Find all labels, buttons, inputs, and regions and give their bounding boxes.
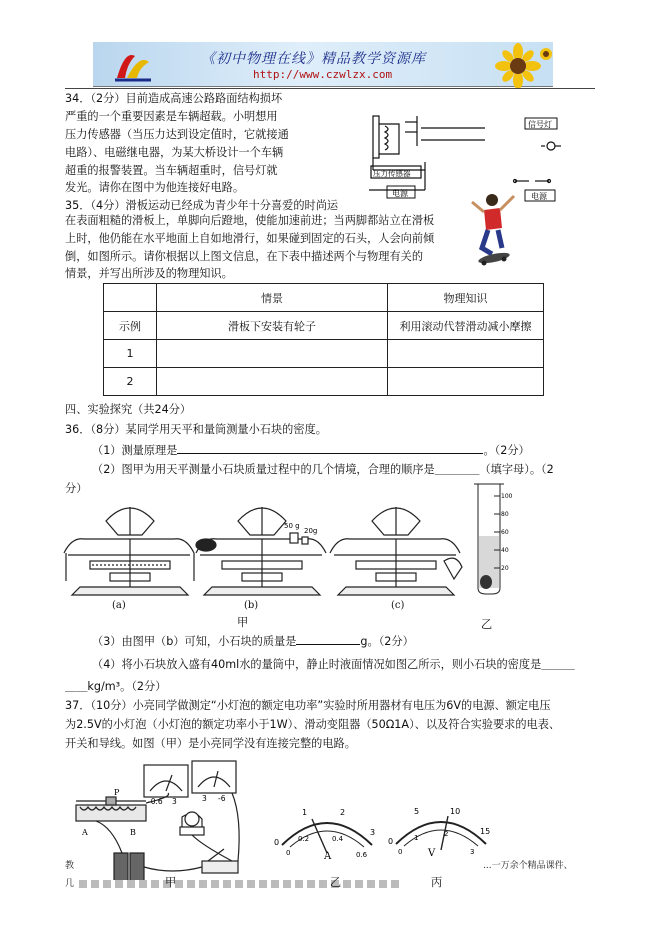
q35-line-3: 上时，他仍能在水平地面上自如地滑行，如果碰到固定的石头，人会向前倾 (65, 232, 435, 245)
power-label-2: 电源 (531, 192, 547, 201)
ammeter-tick: 3 (370, 828, 376, 837)
q34-line-1: 34．（2分）目前造成高速公路路面结构损坏 (65, 92, 283, 105)
q37-line-2: 为2.5V的小灯泡（小灯泡的额定功率小于1W）、滑动变阻器（50Ω1A）、以及符合实验要求的电表、 (65, 718, 561, 731)
voltmeter-terminal-label-2: -6 (218, 794, 226, 803)
q37-line-3: 开关和导线。如图（甲）是小亮同学没有连接完整的电路。 (65, 737, 356, 750)
voltmeter-tick: 10 (450, 807, 461, 816)
ammeter-tick: 0 (274, 838, 280, 847)
ammeter-unit: A (324, 851, 332, 862)
q37-line-1: 37．（10分）小亮同学做测定“小灯泡的额定电功率”实验时所用器材有电压为6V的电源、额定电压 (65, 699, 551, 712)
q36-part1-text: （1）测量原理是 (92, 444, 178, 457)
q35-line-5: 情景，并写出所涉及的物理知识。 (65, 267, 233, 280)
header-banner (93, 42, 553, 87)
cyl-tick: 40 (501, 547, 509, 554)
table-cell: 滑板下安装有轮子 (157, 312, 388, 340)
banner-title: 《初中物理在线》精品教学资源库 (201, 51, 426, 67)
footer-left-1: 教 (65, 861, 75, 871)
table-cell-answer[interactable] (388, 340, 544, 368)
q35-line-2: 在表面粗糙的滑板上，单脚向后蹬地，使能加速前进；当两脚都站立在滑板 (65, 214, 435, 227)
circuit-label-p: P (114, 788, 120, 797)
circuit-label-a: A (82, 828, 88, 837)
sunflower-icon (488, 42, 553, 86)
stone-icon (480, 575, 492, 589)
cyl-tick: 80 (501, 511, 509, 518)
table-cell-answer[interactable] (157, 368, 388, 396)
q35-table (103, 283, 544, 396)
footer-left-2: 几 (65, 879, 75, 889)
q36-part1-end: 。（2分） (483, 444, 530, 457)
banner-url[interactable]: http://www.czwlzx.com (253, 68, 393, 81)
table-row (104, 312, 544, 340)
power-label-1: 电源 (392, 189, 408, 198)
voltmeter-inner-tick: 2 (444, 830, 449, 838)
fig-label-a: (a) (112, 600, 126, 611)
fig-label-c: (c) (391, 600, 405, 611)
voltmeter-terminal-label: 3 (202, 794, 207, 803)
table-cell: 利用滚动代替滑动减小摩擦 (388, 312, 544, 340)
q34-line-2: 严重的一个重要因素是车辆超载。小明想用 (65, 110, 278, 123)
voltmeter-tick: 5 (414, 807, 420, 816)
ammeter-label-yi: 乙 (330, 876, 342, 889)
q36-part4: （4）将小石块放入盛有40ml水的量筒中，静止时液面情况如图乙所示，则小石块的密度是＿＿＿ (92, 658, 575, 671)
circuit-label-jia: 甲 (165, 876, 177, 889)
ammeter-inner-tick: 0.6 (356, 851, 368, 859)
q34-line-3: 压力传感器（当压力达到设定值时，它就接通 (65, 128, 289, 141)
voltmeter-inner-tick: 1 (414, 834, 419, 842)
voltmeter-unit: V (428, 848, 436, 859)
weight-50g: 50 g (284, 522, 300, 530)
fig-label-yi: 乙 (481, 618, 493, 631)
ammeter-inner-tick: 0.2 (298, 835, 310, 843)
answer-blank[interactable] (296, 632, 360, 645)
voltmeter-tick: 15 (480, 827, 491, 836)
voltmeter-tick: 0 (388, 837, 394, 846)
balance-figures (62, 495, 462, 600)
voltmeter-figure (386, 800, 496, 860)
q34-line-4: 电路）、电磁继电器，为某大桥设计一个车辆 (65, 146, 284, 159)
circuit-label-b: B (130, 828, 136, 837)
ammeter-inner-tick: 0.4 (332, 835, 344, 843)
voltmeter-inner-tick: 0 (398, 848, 403, 856)
q36-part4-cont: ＿＿kg/m³。（2分） (65, 680, 167, 693)
graduated-cylinder-figure (470, 478, 513, 600)
q35-line-1: 35．（4分）滑板运动已经成为青少年十分喜爱的时尚运 (65, 199, 339, 212)
weight-20g: 20g (304, 527, 318, 535)
q35-line-4: 倒，如图所示。请你根据以上图文信息，在下表中描述两个与物理有关的 (65, 250, 424, 263)
footer-right: ...一万余个精品课件、 (483, 861, 573, 871)
hand-icon (444, 558, 462, 579)
section-heading: 四、实验探究（共24分） (65, 403, 192, 416)
footer-obscured (79, 880, 399, 888)
table-header-cell (104, 284, 157, 312)
table-cell-answer[interactable] (157, 340, 388, 368)
signal-light-label: 信号灯 (528, 120, 552, 129)
q36-part3-text: （3）由图甲（b）可知，小石块的质量是 (92, 635, 297, 648)
ammeter-inner-tick: 0 (286, 849, 291, 857)
fig-label-jia: 甲 (237, 616, 249, 629)
q36-part2-cont: 分） (65, 482, 88, 495)
table-row (104, 284, 544, 312)
q36-part2: （2）图甲为用天平测量小石块质量过程中的几个情境，合理的顺序是＿＿＿＿（填字母）。（2 (92, 463, 554, 476)
logo-icon (113, 46, 153, 82)
answer-blank[interactable] (177, 441, 483, 454)
cyl-tick: 20 (501, 565, 509, 572)
cyl-tick: 60 (501, 529, 509, 536)
q36-part1 (92, 441, 530, 460)
table-row (104, 340, 544, 368)
table-cell-answer[interactable] (388, 368, 544, 396)
voltmeter-label-bing: 丙 (431, 876, 443, 889)
q36-part3 (92, 632, 414, 651)
ammeter-terminal-label-2: 3 (172, 797, 177, 806)
skateboarder-figure (470, 190, 520, 270)
table-cell: 2 (104, 368, 157, 396)
q36-part3-end: g。（2分） (360, 635, 414, 648)
table-header-cell: 物理知识 (388, 284, 544, 312)
table-header-cell: 情景 (157, 284, 388, 312)
q34-line-6: 发光。请你在图中为他连接好电路。 (65, 181, 245, 194)
fig-label-b: (b) (244, 600, 259, 611)
table-cell: 示例 (104, 312, 157, 340)
header-rule (65, 88, 595, 89)
stone-icon (196, 539, 216, 551)
ammeter-terminal-label: -0.6 (148, 797, 163, 806)
ammeter-tick: 2 (340, 808, 346, 817)
voltmeter-inner-tick: 3 (470, 848, 475, 856)
table-cell: 1 (104, 340, 157, 368)
pressure-sensor-label: 压力传感器 (373, 169, 411, 178)
ammeter-tick: 1 (302, 808, 308, 817)
relay-circuit-figure (365, 106, 580, 202)
q36-intro: 36．（8分）某同学用天平和量筒测量小石块的密度。 (65, 423, 327, 436)
table-row (104, 368, 544, 396)
q34-line-5: 超重的报警装置。当车辆超重时，信号灯就 (65, 164, 278, 177)
cyl-tick: 100 (501, 493, 513, 500)
